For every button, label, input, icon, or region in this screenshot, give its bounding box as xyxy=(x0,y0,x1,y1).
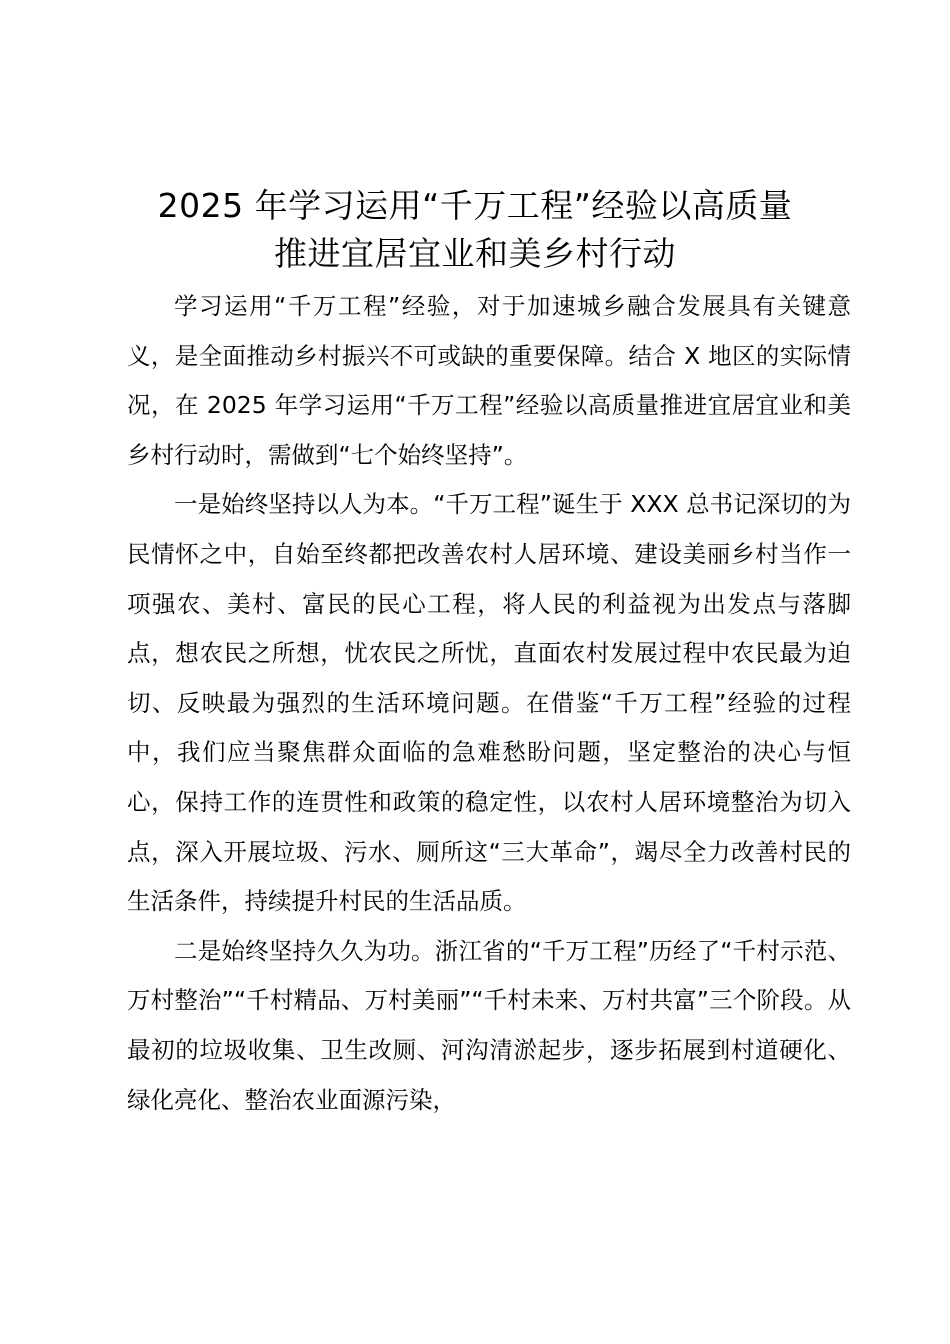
paragraph-people-centered: 一是始终坚持以人为本。“千万工程”诞生于 XXX 总书记深切的为民情怀之中，自始至终都把改善农村人居环境、建设美丽乡村当作一项强农、美村、富民的民心工程，将人民的利益视为出发点与落脚点，想农民之所想，忧农民之所忧，直面农村发展过程中农民最为迫切、反映最为强烈的生活环境问题。在借鉴“千万工程”经验的过程中，我们应当聚焦群众面临的急难愁盼问题，坚定整治的决心与恒心，保持工作的连贯性和政策的稳定性，以农村人居环境整治为切入点，深入开展垃圾、污水、厕所这“三大革命”，竭尽全力改善村民的生活条件，持续提升村民的生活品质。 xyxy=(127,490,851,916)
title-line-2: 推进宜居宜业和美乡村行动 xyxy=(274,234,676,273)
document-title xyxy=(100,182,850,278)
paragraph-intro: 学习运用“千万工程”经验，对于加速城乡融合发展具有关键意义，是全面推动乡村振兴不可或缺的重要保障。结合 X 地区的实际情况，在 2025 年学习运用“千万工程”经验以高质量推进宜居宜业和美乡村行动时，需做到“七个始终坚持”。 xyxy=(127,292,851,469)
paragraph-persistence: 二是始终坚持久久为功。浙江省的“千万工程”历经了“千村示范、万村整治”“千村精品、万村美丽”“千村未来、万村共富”三个阶段。从最初的垃圾收集、卫生改厕、河沟清淤起步，逐步拓展到村道硬化、绿化亮化、整治农业面源污染， xyxy=(127,936,851,1114)
title-line-1: 2025 年学习运用“千万工程”经验以高质量 xyxy=(157,186,793,225)
document-body xyxy=(127,282,851,1125)
